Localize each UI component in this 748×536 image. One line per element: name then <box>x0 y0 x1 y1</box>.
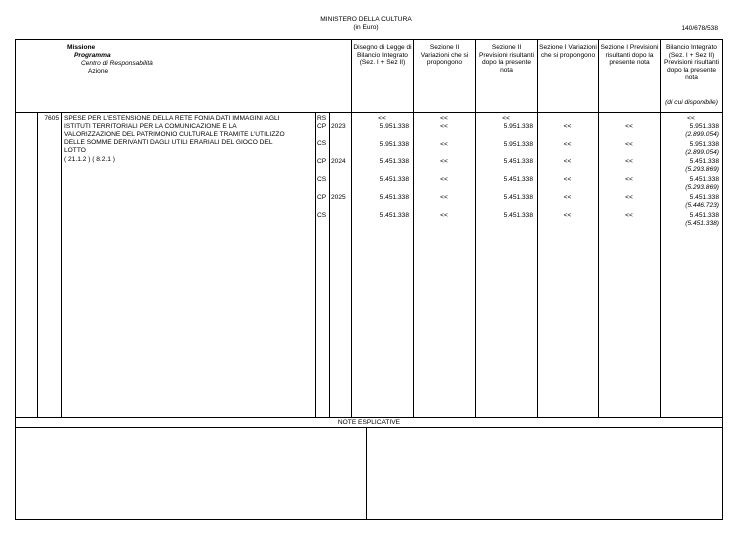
chapter-description-line: VALORIZZAZIONE DEL PATRIMONIO CULTURALE TRAMITE L'UTILIZZO <box>64 131 285 138</box>
cell-sez2-previsioni: 5.451.338 <box>503 158 533 165</box>
cell-bilancio-integrato: 5.451.338 <box>689 194 719 201</box>
cell-bilancio-integrato: 5.951.338 <box>689 141 719 148</box>
cell-bilancio-integrato: 5.451.338 <box>689 212 719 219</box>
cell-bilancio-integrato: 5.451.338 <box>689 176 719 183</box>
cell-ddl-integrato: 5.951.338 <box>379 141 409 148</box>
cell-ddl-integrato: 5.451.338 <box>379 194 409 201</box>
cell-sez2-variazioni: << <box>440 115 448 122</box>
cell-sez2-previsioni: 5.451.338 <box>503 212 533 219</box>
cell-di-cui-disponibile: (2.899.054) <box>685 131 719 138</box>
col-header-ddl-integrato: Disegno di Legge di Bilancio Integrato (Sez. I + Sez II) <box>353 44 412 67</box>
cell-sez2-variazioni: << <box>440 194 448 201</box>
cell-sez1-previsioni: << <box>625 176 633 183</box>
col-header-di-cui-disponibile: (di cui disponibile) <box>665 99 718 106</box>
cell-sez1-previsioni: << <box>625 194 633 201</box>
chapter-description-line: DELLE SOMME DERIVANTI DAGLI UTILI ERARIALI DEL GIOCO DEL <box>64 139 273 146</box>
chapter-codes: ( 21.1.2 ) ( 8.2.1 ) <box>64 156 115 163</box>
chapter-number: 7605 <box>44 115 59 122</box>
row-type: CS <box>317 176 327 183</box>
chapter-description-line: ISTITUTI TERRITORIALI PER LA COMUNICAZIONE E LA <box>64 123 237 130</box>
notes-left-area <box>16 428 366 519</box>
cell-sez1-previsioni: << <box>625 212 633 219</box>
label-missione: Missione <box>67 44 96 51</box>
label-azione: Azione <box>88 68 109 75</box>
row-type: CP <box>317 123 327 130</box>
page-reference: 140/678/538 <box>681 25 718 32</box>
row-type: RS <box>317 115 327 122</box>
cell-sez1-variazioni: << <box>563 212 572 219</box>
cell-sez1-variazioni: << <box>563 141 572 148</box>
cell-sez1-variazioni: << <box>563 176 572 183</box>
cell-sez1-variazioni: << <box>563 123 572 130</box>
notes-title: NOTE ESPLICATIVE <box>337 419 401 426</box>
col-header-sez1-variazioni: Sezione I Variazioni che si propongono <box>539 44 597 59</box>
col-header-sez2-previsioni: Sezione II Previsioni risultanti dopo la presente nota <box>479 44 534 74</box>
cell-ddl-integrato: 5.451.338 <box>379 158 409 165</box>
cell-sez1-previsioni: << <box>625 158 633 165</box>
chapter-description-line: SPESE PER L'ESTENSIONE DELLA RETE FONIA DATI IMMAGINI AGLI <box>64 115 280 122</box>
cell-ddl-integrato: << <box>378 115 386 122</box>
cell-sez2-previsioni: 5.951.338 <box>503 141 533 148</box>
cell-di-cui-disponibile: (5.293.869) <box>685 166 719 173</box>
cell-sez2-variazioni: << <box>440 141 448 148</box>
cell-sez2-previsioni: 5.951.338 <box>503 123 533 130</box>
row-year: 2024 <box>331 158 346 165</box>
label-centro-responsabilita: Centro di Responsabilità <box>81 60 153 67</box>
cell-bilancio-integrato: 5.951.338 <box>689 123 719 130</box>
cell-sez1-variazioni: << <box>563 158 572 165</box>
cell-bilancio-integrato: << <box>687 115 695 122</box>
col-header-bilancio-integrato: Bilancio Integrato (Sez. I + Sez II) Previsioni risultanti dopo la presente nota <box>664 44 719 82</box>
row-type: CP <box>317 194 327 201</box>
label-programma: Programma <box>74 52 111 59</box>
row-type: CS <box>317 140 327 147</box>
ministry-title: MINISTERO DELLA CULTURA <box>320 16 412 23</box>
row-type: CS <box>317 212 327 219</box>
chapter-description-line: LOTTO <box>64 147 86 154</box>
col-header-sez1-previsioni: Sezione I Previsioni risultanti dopo la presente nota <box>600 44 659 67</box>
cell-sez1-previsioni: << <box>625 123 633 130</box>
cell-sez2-variazioni: << <box>440 176 448 183</box>
cell-ddl-integrato: 5.451.338 <box>379 212 409 219</box>
cell-sez2-variazioni: << <box>440 212 448 219</box>
currency-unit: (in Euro) <box>353 24 379 31</box>
cell-sez2-previsioni: 5.451.338 <box>503 194 533 201</box>
row-year: 2023 <box>331 123 346 130</box>
cell-sez2-variazioni: << <box>440 158 448 165</box>
row-year: 2025 <box>331 194 346 201</box>
col-header-sez2-variazioni: Sezione II Variazioni che si propongono <box>420 44 469 67</box>
cell-di-cui-disponibile: (5.293.869) <box>685 184 719 191</box>
cell-di-cui-disponibile: (5.446.723) <box>685 202 719 209</box>
cell-di-cui-disponibile: (2.899.054) <box>685 149 719 156</box>
row-type: CP <box>317 158 327 165</box>
cell-ddl-integrato: 5.951.338 <box>379 123 409 130</box>
cell-sez1-variazioni: << <box>563 194 572 201</box>
cell-di-cui-disponibile: (5.451.338) <box>685 220 719 227</box>
notes-right-area <box>367 428 722 519</box>
cell-sez2-variazioni: << <box>440 123 448 130</box>
cell-sez2-previsioni: 5.451.338 <box>503 176 533 183</box>
cell-sez2-previsioni: << <box>502 115 510 122</box>
cell-ddl-integrato: 5.451.338 <box>379 176 409 183</box>
cell-sez1-previsioni: << <box>625 141 633 148</box>
cell-bilancio-integrato: 5.451.338 <box>689 158 719 165</box>
